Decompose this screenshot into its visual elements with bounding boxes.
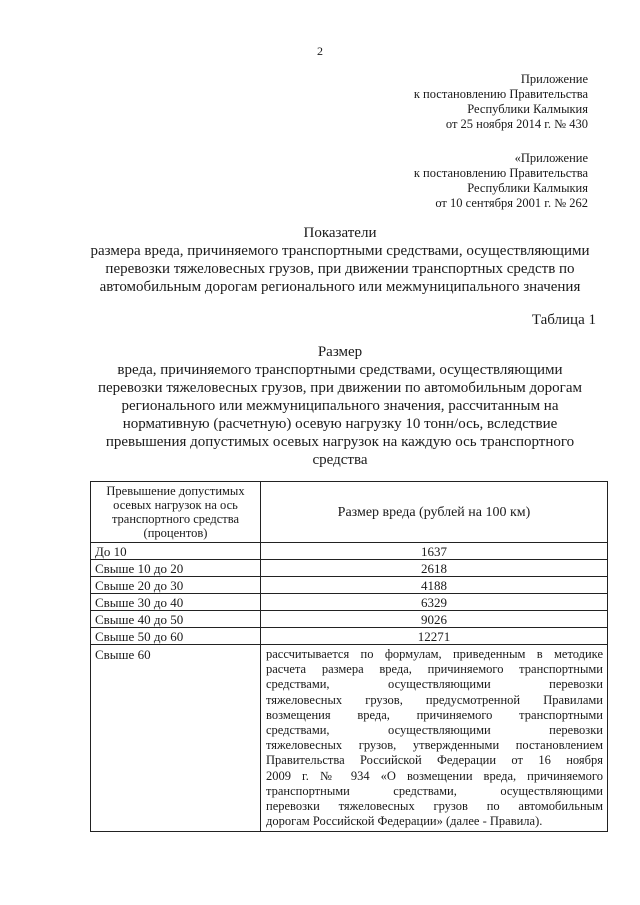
approval-line: к постановлению Правительства	[413, 166, 588, 180]
approval-line: Республики Калмыкия	[467, 181, 588, 195]
table-row	[91, 628, 608, 645]
table-row	[91, 577, 608, 594]
formula-line: Правительства Российской Федерации от 16 ноября	[266, 753, 603, 768]
range-cell: Свыше 20 до 30	[91, 577, 261, 594]
approval-line: к постановлению Правительства	[413, 87, 588, 101]
approval-line: Республики Калмыкия	[467, 102, 588, 116]
table-row	[91, 560, 608, 577]
table-row	[91, 543, 608, 560]
formula-line: транспортными средствами, осуществляющими	[266, 783, 603, 798]
subtitle-line: Размер	[317, 344, 363, 360]
range-cell: Свыше 60	[91, 645, 261, 832]
damage-table	[90, 481, 608, 832]
subtitle-line: превышения допустимых осевых нагрузок на каждую ось транспортного	[105, 434, 575, 450]
value-cell: 6329	[261, 594, 608, 611]
formula-line: средствами, осуществляющими перевозки	[266, 677, 603, 692]
subtitle-line: регионального или межмуниципального значения, рассчитанным на	[121, 398, 559, 414]
approval-line: Приложение	[520, 72, 588, 86]
table-title	[60, 343, 620, 469]
value-cell: 12271	[261, 628, 608, 645]
range-cell: Свыше 40 до 50	[91, 611, 261, 628]
range-cell: Свыше 30 до 40	[91, 594, 261, 611]
formula-line: средствами, осуществляющими перевозки	[266, 723, 603, 738]
subtitle-line: нормативную (расчетную) осевую нагрузку 10 тонн/ось, вследствие	[122, 416, 558, 432]
title-line: перевозки тяжеловесных грузов, при движении транспортных средств по	[105, 261, 575, 277]
value-cell: 1637	[261, 543, 608, 560]
title-line: размера вреда, причиняемого транспортными средствами, осуществляющими	[90, 243, 590, 259]
value-cell: 2618	[261, 560, 608, 577]
range-cell: До 10	[91, 543, 261, 560]
subtitle-line: перевозки тяжеловесных грузов, при движении по автомобильным дорогам	[98, 380, 582, 396]
title-line: Показатели	[303, 225, 377, 241]
table-row-formula	[91, 645, 608, 832]
range-cell: Свыше 10 до 20	[91, 560, 261, 577]
formula-line: возмещения вреда, причиняемого транспортными	[266, 707, 603, 722]
table-row	[91, 594, 608, 611]
formula-cell	[261, 645, 608, 832]
subtitle-line: средства	[312, 452, 368, 468]
value-cell: 4188	[261, 577, 608, 594]
formula-line: тяжеловесных грузов, утвержденными постановлением	[266, 738, 603, 753]
formula-line: 2009 г. № 934 «О возмещении вреда, причиняемого	[266, 768, 603, 783]
range-cell: Свыше 50 до 60	[91, 628, 261, 645]
table-header-row	[91, 482, 608, 543]
approval-line: «Приложение	[514, 151, 588, 165]
document-title	[60, 224, 620, 296]
formula-line: рассчитывается по формулам, приведенным в методике	[266, 647, 603, 661]
table-label: Таблица 1	[531, 312, 596, 328]
approval-line: от 10 сентября 2001 г. № 262	[435, 196, 588, 210]
value-cell: 9026	[261, 611, 608, 628]
header-cell-damage: Размер вреда (рублей на 100 км)	[261, 482, 608, 543]
formula-line: тяжеловесных грузов, предусмотренной Правилами	[266, 692, 603, 707]
approval-block-previous	[414, 151, 588, 211]
table-row	[91, 611, 608, 628]
title-line: автомобильным дорогам регионального или межмуниципального значения	[99, 279, 581, 295]
formula-line: дорогам Российской Федерации» (далее - Правила).	[266, 814, 543, 829]
subtitle-line: вреда, причиняемого транспортными средствами, осуществляющими	[117, 362, 563, 378]
approval-block-current	[414, 72, 588, 132]
formula-line: перевозки тяжеловесных грузов по автомобильным	[266, 799, 603, 814]
formula-line: расчета размера вреда, причиняемого транспортными	[266, 662, 603, 677]
approval-line: от 25 ноября 2014 г. № 430	[445, 117, 588, 131]
page-number: 2	[317, 44, 323, 58]
header-cell-overload: Превышение допустимых осевых нагрузок на ось транспортного средства (процентов)	[91, 482, 261, 543]
